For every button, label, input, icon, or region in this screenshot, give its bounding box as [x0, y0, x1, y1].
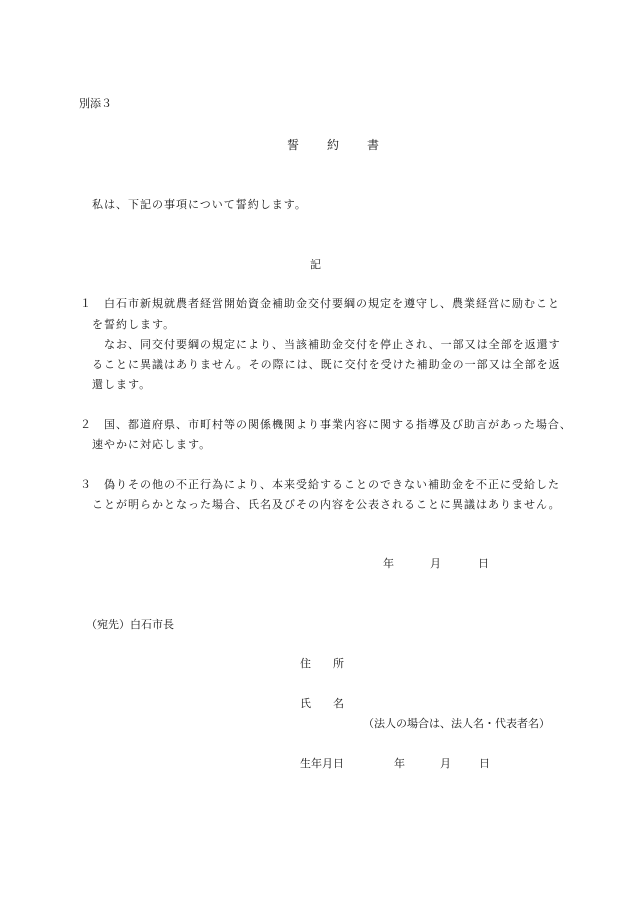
- item-2-number: ２: [80, 418, 91, 431]
- item-3-line-1: 偽りその他の不正行為により、本来受給することのできない補助金を不正に受給した: [104, 478, 560, 491]
- name-note: （法人の場合は、法人名・代表者名）: [363, 717, 550, 730]
- item-3-line-2: ことが明らかとなった場合、氏名及びその内容を公表されることに異議はありません。: [92, 498, 561, 511]
- date-year: 年: [383, 557, 394, 570]
- item-1-line-5: 還します。: [92, 378, 152, 391]
- item-1-line-3: なお、同交付要綱の規定により、当該補助金交付を停止され、一部又は全部を返還す: [104, 338, 561, 351]
- item-1-line-1: 白石市新規就農者経営開始資金補助金交付要綱の規定を遵守し、農業経営に励むこと: [104, 297, 560, 310]
- item-1-line-4: ることに異議はありません。その際には、既に交付を受けた補助金の一部又は全部を返: [92, 358, 561, 371]
- name-label: 氏 名: [300, 697, 344, 710]
- ki-heading: 記: [310, 258, 321, 271]
- item-1-number: １: [80, 297, 91, 310]
- birth-date-label: 生年月日: [300, 757, 344, 770]
- item-2-line-1: 国、都道府県、市町村等の関係機関より事業内容に関する指導及び助言があった場合、: [104, 418, 572, 431]
- annex-label: 別添３: [79, 97, 112, 110]
- item-1-line-2: を誓約します。: [92, 318, 176, 331]
- item-3-number: ３: [80, 478, 91, 491]
- birth-year: 年: [394, 757, 405, 770]
- address-label: 住 所: [300, 657, 344, 670]
- document-title: 誓 約 書: [287, 138, 388, 152]
- birth-month: 月: [440, 757, 451, 770]
- item-2-line-2: 速やかに対応します。: [92, 438, 212, 451]
- birth-day: 日: [479, 757, 490, 770]
- date-day: 日: [478, 557, 489, 570]
- addressee: （宛先）白石市長: [86, 618, 174, 631]
- intro-text: 私は、下記の事項について誓約します。: [92, 198, 307, 211]
- date-month: 月: [430, 557, 441, 570]
